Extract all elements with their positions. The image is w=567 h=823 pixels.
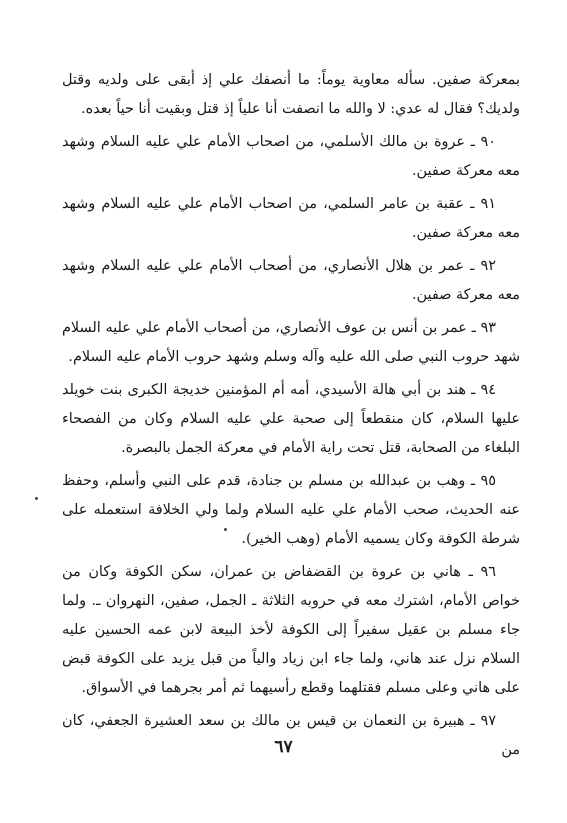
body-text [62, 66, 520, 765]
entry-90: ٩٠ ـ عروة بن مالك الأسلمي، من اصحاب الأمام علي عليه السلام وشهد معه معركة صفين. [62, 134, 520, 179]
entry-92: ٩٢ ـ عمر بن هلال الأنصاري، من أصحاب الأمام علي عليه السلام وشهد معه معركة صفين. [62, 258, 520, 303]
scan-speck [224, 528, 227, 531]
entry-93: ٩٣ ـ عمر بن أنس بن عوف الأنصاري، من أصحاب الأمام علي عليه السلام شهد حروب النبي صلى الله عليه وآله وسلم وشهد حروب الأمام عليه السلام. [62, 320, 520, 365]
entry-97: ٩٧ ـ هبيرة بن النعمان بن قيس بن مالك بن سعد العشيرة الجعفي، كان من [62, 713, 520, 758]
paragraph-continuation: بمعركة صفين. سأله معاوية يوماً: ما أنصفك علي إذ أبقى على ولديه وقتل ولديك؟ فقال له عدي: لا والله ما انصفت أنا علياً إذ قتل وبقيت أنا حياً بعده. [62, 72, 520, 117]
entry-96: ٩٦ ـ هاني بن عروة بن القضفاض بن عمران، سكن الكوفة وكان من خواص الأمام، اشترك معه في حروبه الثلاثة ـ الجمل، صفين، النهروان ـ. ولما جاء مسلم بن عقيل سفيراً إلى الكوفة لأخذ البيعة لابن عمه الحسين عليه السلام نزل عند هاني، ولما جاء ابن زياد والياً من قبل يزيد على الكوفة قبض على هاني وعلى مسلم فقتلهما وقطع رأسيهما ثم أمر بجرهما في الأسواق. [62, 564, 520, 696]
page-number: ٦٧ [274, 737, 293, 757]
entry-91: ٩١ ـ عقبة بن عامر السلمي، من اصحاب الأمام علي عليه السلام وشهد معه معركة صفين. [62, 196, 520, 241]
entry-94: ٩٤ ـ هند بن أبي هالة الأسيدي، أمه أم المؤمنين خديجة الكبرى بنت خويلد عليها السلام، كان منقطعاً إلى صحبة علي عليه السلام وكان من الفصحاء البلغاء من الصحابة، قتل تحت راية الأمام في معركة الجمل بالبصرة. [62, 382, 520, 456]
scan-speck [35, 497, 38, 500]
entry-95: ٩٥ ـ وهب بن عبدالله بن مسلم بن جنادة، قدم على النبي وأسلم، وحفظ عنه الحديث، صحب الأمام علي عليه السلام ولما ولي الخلافة استعمله على شرطة الكوفة وكان يسميه الأمام (وهب الخير). [62, 473, 520, 547]
